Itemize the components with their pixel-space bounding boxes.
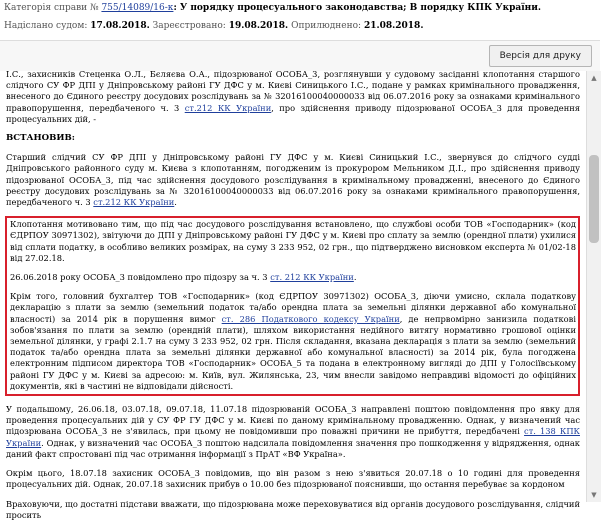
- document-text: [6, 71, 580, 529]
- case-dates-line: [4, 21, 423, 31]
- section-heading: ВСТАНОВИВ:: [6, 133, 75, 144]
- article-138-link[interactable]: ст. 138 КПК України: [6, 426, 580, 448]
- scroll-up-icon[interactable]: ▲: [591, 74, 597, 82]
- tax-code-286-link[interactable]: ст. 286 Податкового кодексу України: [221, 313, 400, 324]
- conclusion-paragraph: Враховуючи, що достатні підстави вважати, що підозрювана може переховуватися від органів досудового розслідування, слідчий просить: [6, 498, 580, 520]
- defender-paragraph: Окрім цього, 18.07.18 захисник ОСОБА_3 повідомив, що він разом з нею з'явиться 20.07.18 о 10 годині для проведення процесуальних дій. Однак, 20.07.18 захисник прибув о 10.00 без підозрюваної пояснивши, що остання перебуває за кордоном: [6, 468, 580, 490]
- summons-paragraph: [6, 404, 580, 460]
- received-date: 17.08.2018.: [90, 21, 150, 31]
- suspicion-paragraph: [10, 272, 576, 283]
- motion-paragraph: [6, 152, 580, 208]
- toolbar: [0, 40, 600, 72]
- scroll-down-icon[interactable]: ▼: [591, 491, 597, 499]
- justification-paragraph: Клопотання мотивовано тим, що під час досудового розслідування встановлено, що службові особи ТОВ «Господарник» (код ЄДРПОУ 30971302), звітуючи до ДПІ у Дніпровському районі ГУ ДФС у м. Києві про сплату за землю (орендної плати) ухилися від сплати податку, в особливо великих розмірах, на суму 3 233 952, 02 грн., що підтверджено висновком експерта № 01/02-18 від 27.02.18.: [10, 219, 576, 263]
- published-date: 21.08.2018.: [363, 21, 424, 31]
- article-212-link-3[interactable]: ст. 212 КК України: [270, 272, 354, 283]
- case-header: [0, 0, 600, 40]
- intro-paragraph: [6, 69, 580, 125]
- suspicion-text: 26.06.2018 року ОСОБА_3 повідомлено про підозру за ч. 3: [10, 272, 268, 283]
- accountant-paragraph: [10, 291, 576, 392]
- case-category-value: : У порядку процесуального законодавства; В порядку КПК України.: [173, 3, 542, 13]
- accountant-text-end: , де непрвомірно занизила податкові зобов'язання по плати за землю (орендній плати), шляхом використання недійного витягу нормативно грошової оцінки земельної ділянки, у графі 2.1.7 на суму 3 233 952, 02 грн. Після складання, вказана декларація з плати за землю (земельний податок та/або орендна плата за земельні ділянки державної або комунальної власності) за 2014 рік, була погоджена електронним підписом директора ТОВ «Господарник» ОСОБА_5 та подана в електронному вигляді до ДПІ у Голосіївському районі ГУ ДФС у м. Києві за адресою: м. Київ, вул. Жилянська, 23, чим внесли завідомо неправдиві відомості до офіційних документів, які в частині не відповідали дійсності.: [10, 313, 576, 391]
- document-scrollbar[interactable]: [586, 71, 601, 502]
- accountant-text: Крім того, головний бухгалтер ТОВ «Господарник» (код ЄДРПОУ 30971302) ОСОБА_3, діючи умисно, склала податкову декларацію з плати за землю (земельний податок та/або орендна плата за земельні ділянки державної або комунальної власності) за 2014 рік в порушення вимог: [10, 291, 576, 324]
- intro-text-end: , про здійснення приводу підозрюваної ОСОБА_3 для проведення процесуальних дій, -: [6, 102, 580, 124]
- document-viewer: [0, 69, 586, 520]
- motion-text-end: .: [174, 197, 177, 208]
- registered-label: Зареєстровано:: [152, 21, 226, 31]
- article-212-link-2[interactable]: ст.212 КК України: [93, 197, 175, 208]
- case-number-link[interactable]: 755/14089/16-к: [101, 3, 174, 13]
- received-label: Надіслано судом:: [4, 21, 88, 31]
- highlighted-fragment: [5, 216, 580, 396]
- case-category-label: Категорія справи №: [4, 3, 99, 13]
- case-category-line: [4, 3, 541, 13]
- registered-date: 19.08.2018.: [228, 21, 289, 31]
- article-212-link[interactable]: ст.212 КК України: [184, 102, 272, 113]
- intro-text: І.С., захисників Стеценка О.Л., Бєляєва О.А., підозрюваної ОСОБА_3, розглянувши у судовому засіданні клопотання старшого слідчого СУ ФР ДПІ у Дніпровському районі ГУ ДФС у м. Києві Синицького І.С., подане у рамках кримінального провадження, внесеного до Єдиного реєстру досудових розслідувань за № 32016100040000033 від 06.07.2016 року за ознаками кримінального правопорушення, передбаченого ч. 3: [6, 69, 580, 113]
- scroll-thumb[interactable]: [589, 155, 599, 243]
- motion-text: Старший слідчий СУ ФР ДПІ у Дніпровському районі ГУ ДФС у м. Києві Синицький І.С., звернувся до слідчого судді Дніпровського районного суду м. Києва з клопотанням, погодженим із прокурором Мельником Д.І., про здійснення приводу підозрюваної ОСОБА_3, під час здійснення досудового розслідування в кримінальному провадженні, внесеного до Єдиного реєстру досудових розслідувань за № 32016100040000033 від 06.07.2016 року за ознаками кримінального правопорушення, передбаченого ч. 3: [6, 152, 580, 208]
- print-version-button[interactable]: Версія для друку: [489, 45, 592, 67]
- suspicion-text-end: .: [353, 272, 357, 283]
- published-label: Оприлюднено:: [291, 21, 362, 31]
- summons-text: У подальшому, 26.06.18, 03.07.18, 09.07.18, 11.07.18 підозрюваній ОСОБА_3 направлені поштою повідомлення про явку для проведення процесуальних дій у СУ ФР ГУ ДФС у м. Києві по даному кримінальному провадженню. Однак, у визначений час підозрювана ОСОБА_3 не з'явилась, при цьому не повідомивши про поважні причини не прибуття, передбачені: [6, 404, 580, 437]
- summons-text-end: . Однак, у визначений час ОСОБА_3 поштою надсилала повідомлення значення про пошкодження у відрядження, однак даний факт спростовані під час отримання інформації з ПрАТ «ВФ Україна».: [6, 437, 580, 459]
